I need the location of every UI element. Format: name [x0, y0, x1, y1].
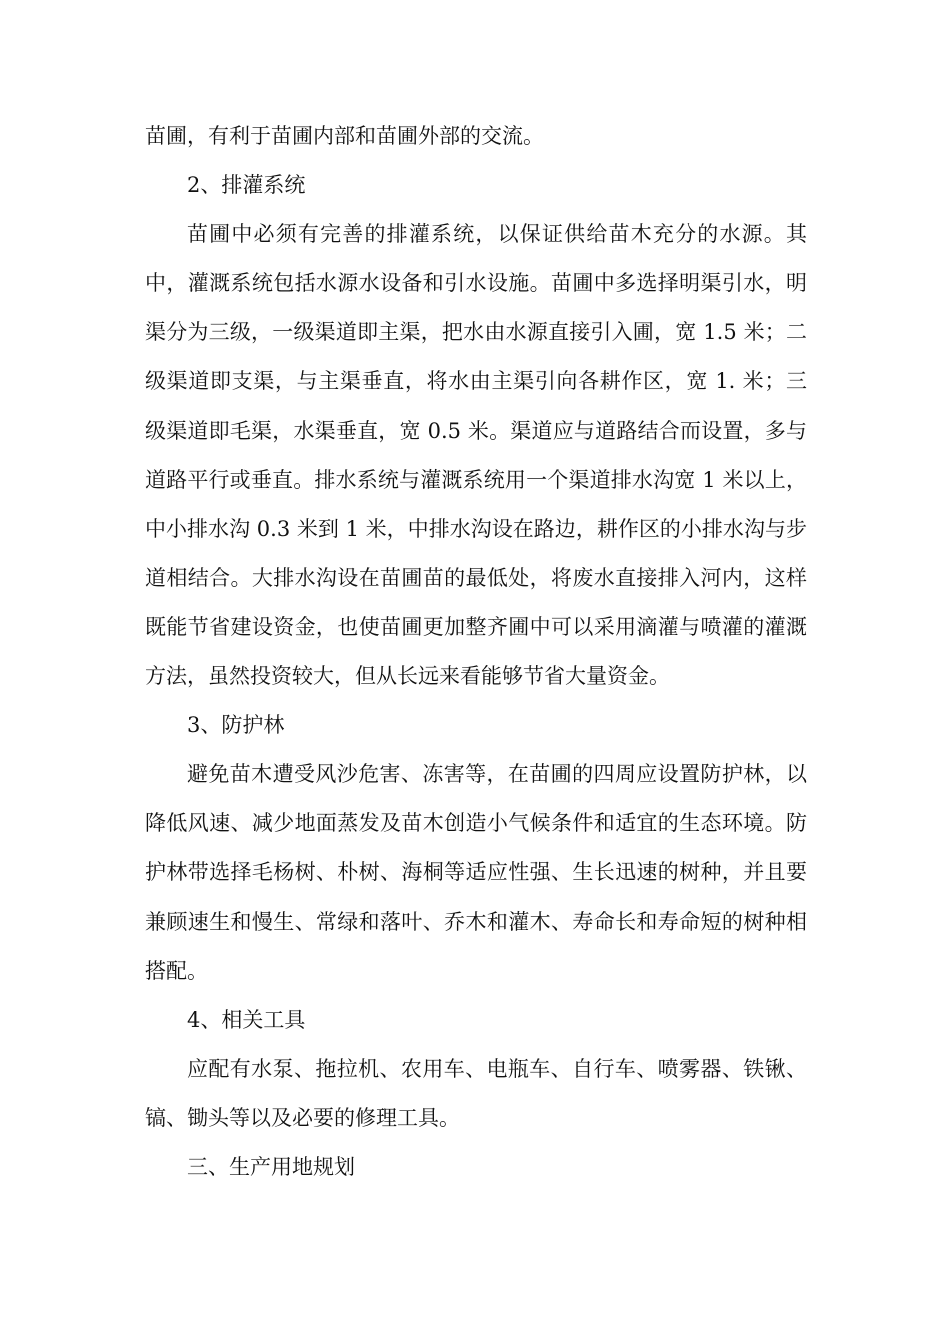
heading-production-land-planning: 三、生产用地规划	[187, 1154, 355, 1179]
paragraph-drainage-system: 苗圃中必须有完善的排灌系统，以保证供给苗木充分的水源。其中，灌溉系统包括水源水设备和引水设施。苗圃中多选择明渠引水，明渠分为三级，一级渠道即主渠，把水由水源直接引入圃，宽 1.5 米；二级渠道即支渠，与主渠垂直，将水由主渠引向各耕作区，宽 1. 米；三级渠道即毛渠，水渠垂直，宽 0.5 米。渠道应与道路结合而设置，多与道路平行或垂直。排水系统与灌溉系统用一个渠道排水沟宽 1 米以上，中小排水沟 0.3 米到 1 米，中排水沟设在路边，耕作区的小排水沟与步道相结合。大排水沟设在苗圃苗的最低处，将废水直接排入河内，这样既能节省建设资金，也使苗圃更加整齐圃中可以采用滴灌与喷灌的灌溉方法，虽然投资较大，但从长远来看能够节省大量资金。	[145, 222, 807, 689]
heading-shelterbelt: 3、防护林	[187, 713, 285, 738]
paragraph-continuation: 苗圃，有利于苗圃内部和苗圃外部的交流。	[145, 124, 544, 148]
document-page	[145, 112, 807, 1192]
heading-drainage-system: 2、排灌系统	[187, 173, 306, 198]
heading-related-tools: 4、相关工具	[187, 1007, 306, 1032]
paragraph-shelterbelt: 避免苗木遭受风沙危害、冻害等，在苗圃的四周应设置防护林，以降低风速、减少地面蒸发及苗木创造小气候条件和适宜的生态环境。防护林带选择毛杨树、朴树、海桐等适应性强、生长迅速的树种，并且要兼顾速生和慢生、常绿和落叶、乔木和灌木、寿命长和寿命短的树种相搭配。	[145, 762, 807, 983]
paragraph-related-tools: 应配有水泵、拖拉机、农用车、电瓶车、自行车、喷雾器、铁锹、镐、锄头等以及必要的修理工具。	[145, 1056, 807, 1130]
